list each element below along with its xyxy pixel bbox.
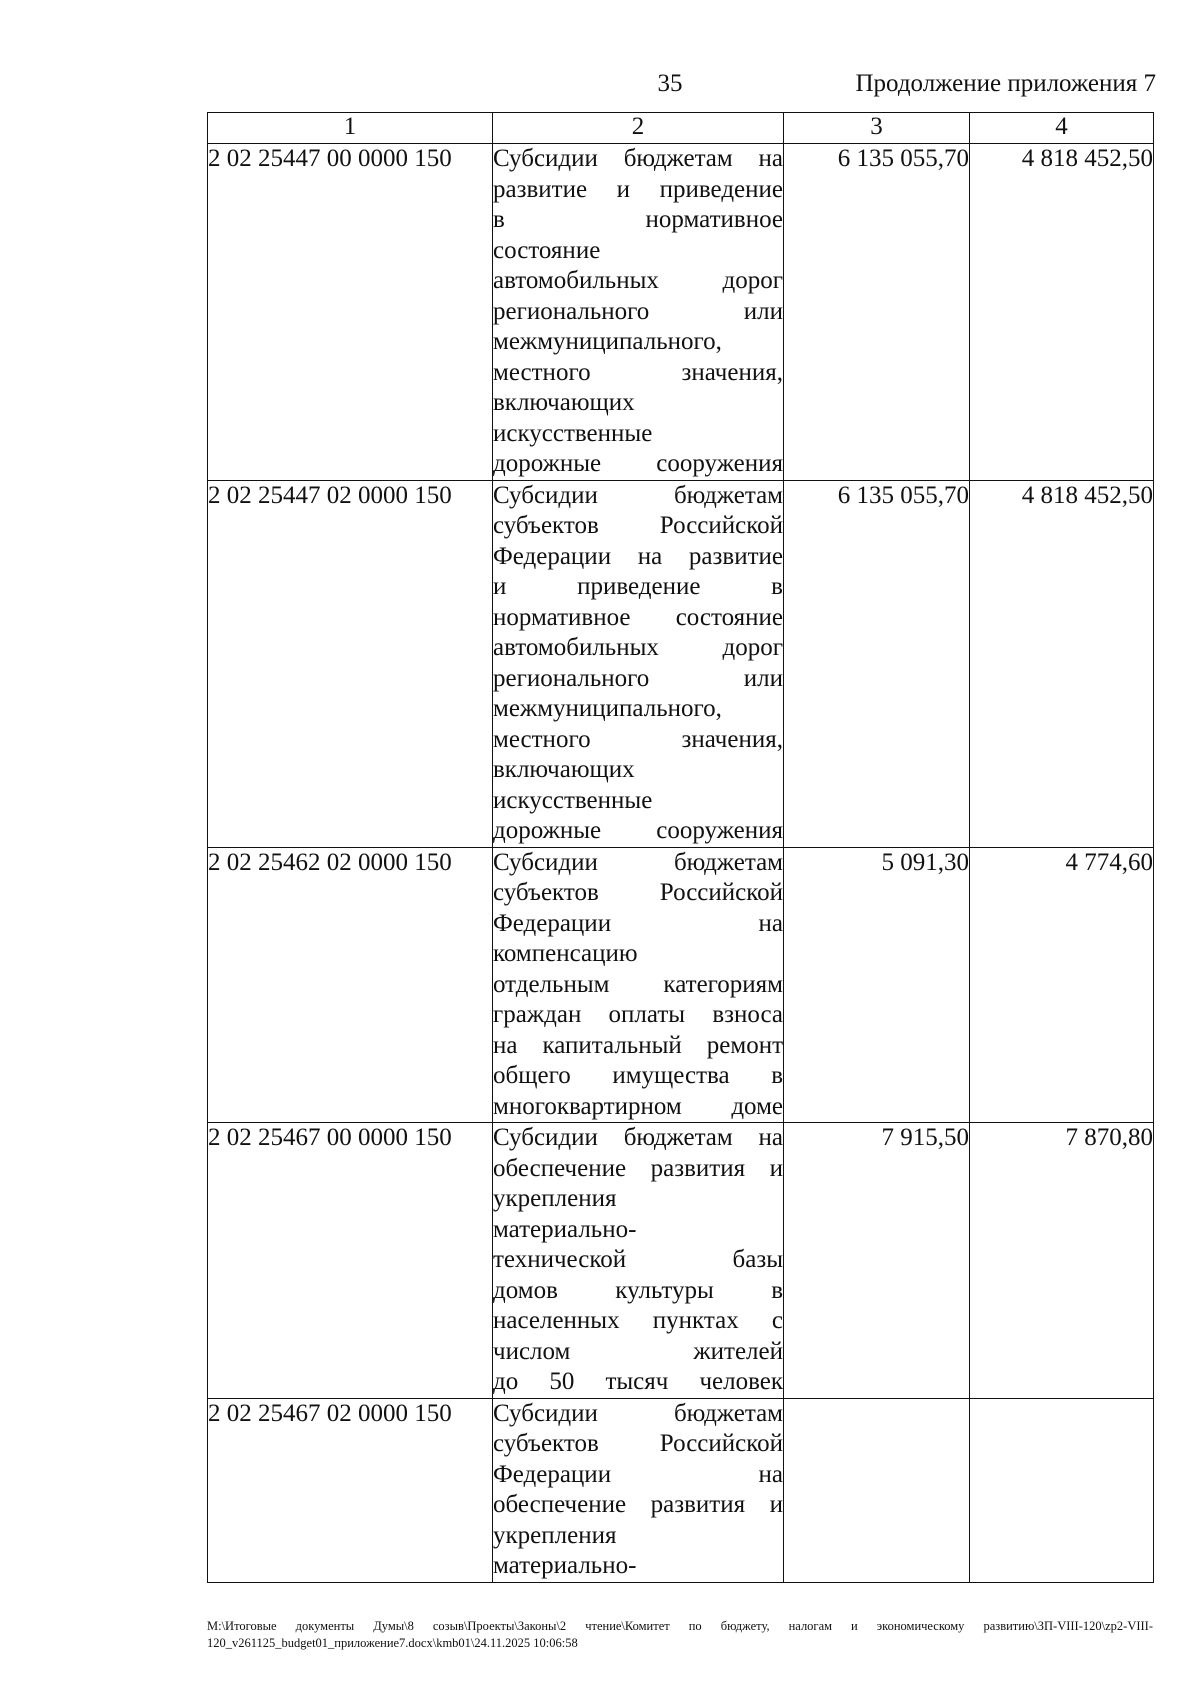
continuation-label: Продолжение приложения 7 (855, 70, 1156, 97)
description-line: в нормативное (493, 206, 783, 233)
budget-table (207, 112, 1154, 1583)
budget-code-cell: 2 02 25462 02 0000 150 (208, 847, 493, 1123)
description-line: многоквартирном доме (493, 1092, 783, 1120)
document-path-footer: М:\Итоговые документы Думы\8 созыв\Проекты\Законы\2 чтение\Комитет по бюджету, налогам и экономическому развитию\ЗП-VIII-120\zp2-VIII-120_v261125_budget01_приложение7.docx\kmb01\24.11.2025 10:06:58 (207, 1619, 1153, 1650)
description-line: на капитальный ремонт (493, 1031, 783, 1059)
description-line: Субсидии бюджетам (493, 1399, 783, 1427)
column-header-1: 1 (208, 113, 493, 144)
table-header-row (208, 113, 1154, 144)
description-line: дорожные сооружения (493, 450, 783, 477)
description-line: субъектов Российской (493, 512, 783, 539)
description-line: местного значения, (493, 725, 783, 753)
table-row (208, 480, 1154, 847)
description-line: межмуниципального, (493, 328, 722, 355)
description-line: Федерации на (493, 909, 783, 937)
amount-column-4: 4 818 452,50 (970, 480, 1154, 847)
column-header-3: 3 (784, 113, 970, 144)
description-cell (493, 847, 784, 1123)
table-row (208, 1123, 1154, 1399)
description-line: материально- (493, 1215, 637, 1243)
amount-column-3: 6 135 055,70 (784, 480, 970, 847)
page-number: 35 (657, 70, 683, 97)
description-line: регионального или (493, 664, 783, 692)
description-line: автомобильных дорог (493, 634, 783, 661)
description-line: технической базы (493, 1246, 783, 1273)
description-line: субъектов Российской (493, 879, 783, 906)
description-line: укрепления (493, 1521, 617, 1549)
description-line: компенсацию (493, 940, 638, 967)
description-line: населенных пунктах с (493, 1307, 783, 1334)
description-line: искусственные (493, 786, 653, 814)
table-row (208, 144, 1154, 481)
description-line: укрепления (493, 1185, 617, 1212)
description-line: Федерации на развитие (493, 542, 783, 570)
description-line: до 50 тысяч человек (493, 1368, 783, 1395)
amount-column-4: 7 870,80 (970, 1123, 1154, 1399)
description-cell (493, 480, 784, 847)
description-cell (493, 1123, 784, 1399)
table-row (208, 1398, 1154, 1582)
budget-code-cell: 2 02 25447 00 0000 150 (208, 144, 493, 481)
amount-column-3: 7 915,50 (784, 1123, 970, 1399)
description-line: общего имущества в (493, 1062, 783, 1089)
amount-column-3: 6 135 055,70 (784, 144, 970, 481)
amount-column-4 (970, 1398, 1154, 1582)
amount-column-4: 4 818 452,50 (970, 144, 1154, 481)
description-line: материально- (493, 1552, 637, 1579)
description-line: Федерации на (493, 1460, 783, 1488)
budget-code-cell: 2 02 25467 00 0000 150 (208, 1123, 493, 1399)
description-line: домов культуры в (493, 1276, 783, 1304)
description-line: обеспечение развития и (493, 1154, 783, 1182)
description-line: местного значения, (493, 358, 783, 386)
description-line: обеспечение развития и (493, 1491, 783, 1518)
table-row (208, 847, 1154, 1123)
description-line: состояние (493, 236, 601, 264)
budget-code-cell: 2 02 25467 02 0000 150 (208, 1398, 493, 1582)
description-line: граждан оплаты взноса (493, 1001, 783, 1028)
description-line: дорожные сооружения (493, 817, 783, 844)
description-line: межмуниципального, (493, 695, 722, 722)
description-line: числом жителей (493, 1337, 783, 1365)
description-line: автомобильных дорог (493, 267, 783, 294)
amount-column-3: 5 091,30 (784, 847, 970, 1123)
description-line: нормативное состояние (493, 603, 783, 631)
description-cell (493, 144, 784, 481)
amount-column-3 (784, 1398, 970, 1582)
description-line: субъектов Российской (493, 1430, 783, 1457)
description-line: развитие и приведение (493, 175, 783, 203)
description-line: Субсидии бюджетам (493, 481, 783, 509)
description-cell (493, 1398, 784, 1582)
column-header-2: 2 (493, 113, 784, 144)
column-header-4: 4 (970, 113, 1154, 144)
description-line: включающих (493, 389, 635, 416)
budget-code-cell: 2 02 25447 02 0000 150 (208, 480, 493, 847)
description-line: отдельным категориям (493, 970, 783, 998)
description-line: искусственные (493, 419, 653, 447)
description-line: и приведение в (493, 573, 783, 600)
description-line: регионального или (493, 297, 783, 325)
description-line: Субсидии бюджетам на (493, 145, 783, 172)
description-line: Субсидии бюджетам на (493, 1124, 783, 1151)
description-line: Субсидии бюджетам (493, 848, 783, 876)
table-body (208, 113, 1154, 1583)
amount-column-4: 4 774,60 (970, 847, 1154, 1123)
description-line: включающих (493, 756, 635, 783)
